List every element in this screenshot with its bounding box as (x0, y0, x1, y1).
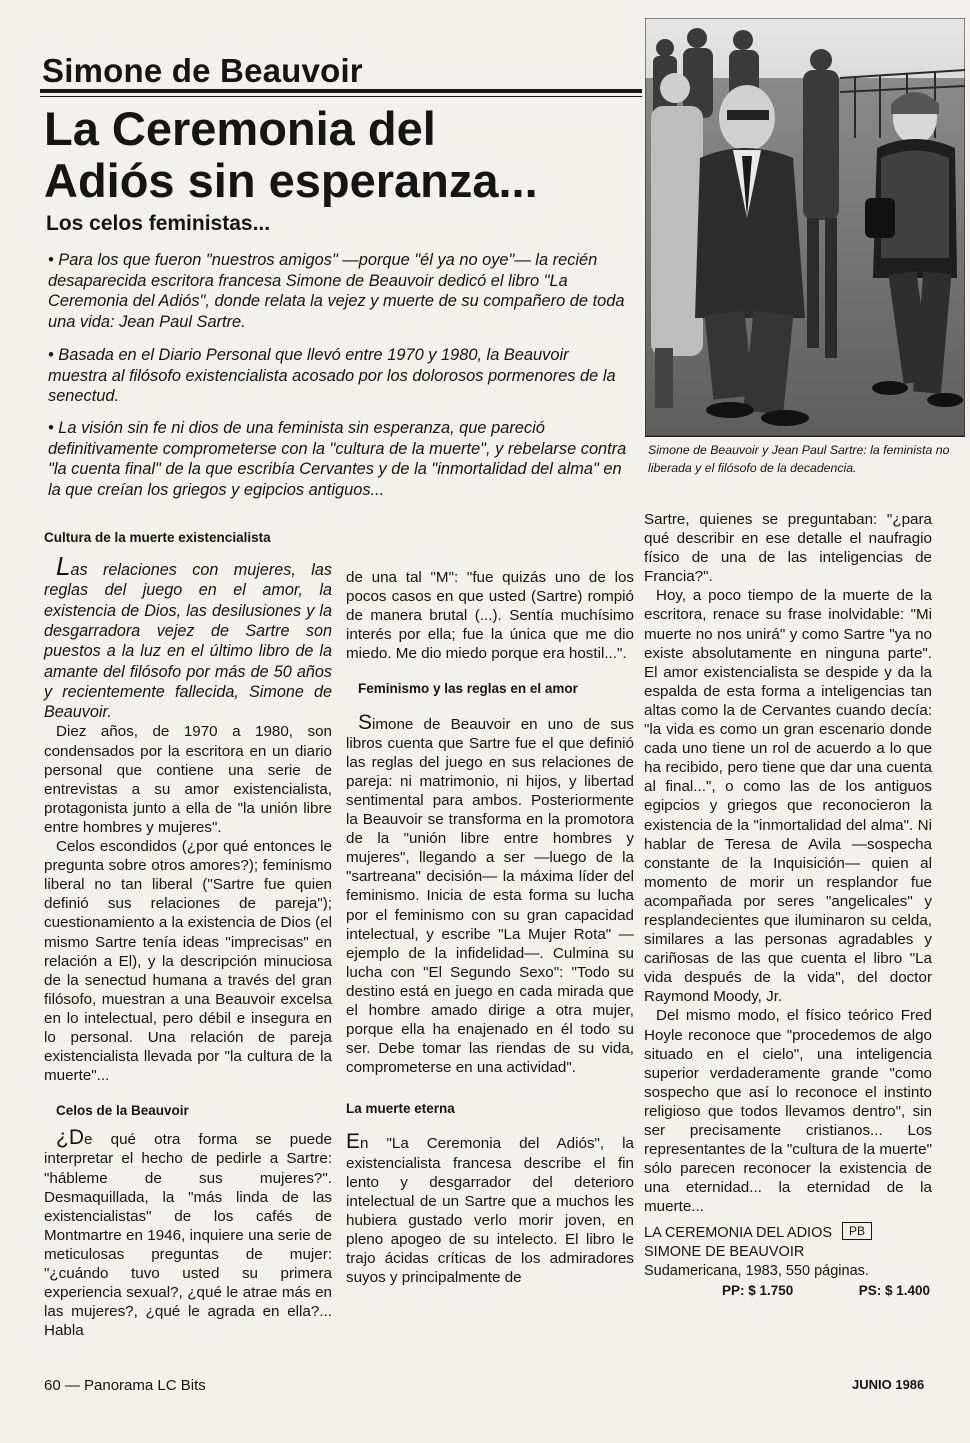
column-1 (44, 528, 332, 1340)
book-prices (644, 1281, 932, 1300)
column-2 (346, 568, 634, 1287)
section-heading-feminismo: Feminismo y las reglas en el amor (358, 681, 578, 697)
photo-beauvoir-sartre (645, 18, 965, 437)
lead-bullet-1-text: Para los que fueron "nuestros amigos" —porque "él ya no oye"— la recién desaparecida escritora francesa Simone de Beauvoir dedicó el libro "La Ceremonia del Adiós", donde relata la vejez y muerte de su compañero de toda una vida: Jean Paul Sartre. (48, 251, 625, 331)
dropcap-d: ¿D (56, 1126, 84, 1150)
price-ps: PS: $ 1.400 (858, 1283, 930, 1299)
header-rule-thick (40, 89, 642, 93)
col1-intro (44, 551, 332, 722)
col1-paragraph-4 (44, 1128, 332, 1340)
section-heading-cultura: Cultura de la muerte existencialista (44, 530, 271, 545)
col1-paragraph-2: Diez años, de 1970 a 1980, son condensados por la escritora en un diario personal que contiene una serie de entrevistas a su amor existencialista, protagonista junto a ella de "la unión libre entre hombres y mujeres". (44, 723, 332, 836)
pb-badge: PB (842, 1222, 872, 1240)
column-3 (644, 510, 932, 1300)
lead-bullet-2-text: Basada en el Diario Personal que llevó entre 1970 y 1980, la Beauvoir muestra al filósofo existencialista acosado por los dolorosos pormenores de la senectud. (48, 346, 616, 406)
col2-paragraph-3-text: n "La Ceremonia del Adiós", la existencialista francesa describe el fin lento y desgarrador del deterioro intelectual de un Sartre que a muchos les hubiera gustado verlo morir joven, en pleno apogeo de su intelecto. El libro le trajo ácidas críticas de los admiradores suyos y principalmente de (346, 1135, 634, 1287)
col2-paragraph-2 (346, 710, 634, 1078)
dropcap-l: L (56, 551, 71, 582)
dropcap-e: E (346, 1130, 361, 1154)
photo-caption: Simone de Beauvoir y Jean Paul Sartre: la feminista no liberada y el filósofo de la decadencia. (648, 443, 950, 475)
lead-bullet-3: • La visión sin fe ni dios de una feminista sin esperanza, que pareció definitivamente comprometerse con la "cultura de la muerte", y rebelarse contra "la cuenta final" de la que escribía Cervantes y de la "inmortalidad del alma" en la que creían los griegos y egipcios antiguos... (48, 419, 627, 499)
photo-illustration (645, 18, 965, 436)
price-pp: PP: $ 1.750 (722, 1283, 794, 1299)
subhead: Los celos feministas... (46, 212, 271, 235)
col3-paragraph-1: Sartre, quienes se preguntaban: "¿para qué describir en ese detalle el naufragio físico de una de las inteligencias de Francia?". (644, 511, 932, 586)
col1-intro-text: as relaciones con mujeres, las reglas del juego en el amor, la existencia de Dios, las desilusiones y la desgarradora vejez de Sartre son puestos a la luz en el último libro de la amante del filósofo por más de 50 años y recientemente fallecida, Simone de Beauvoir. (44, 561, 332, 722)
section-heading-celos: Celos de la Beauvoir (56, 1103, 189, 1119)
header-rule-thin (40, 96, 642, 97)
lead-bullet-3-text: La visión sin fe ni dios de una feminista sin esperanza, que pareció definitivamente comprometerse con la "cultura de la muerte", y rebelarse contra "la cuenta final" de la que escribía Cervantes y de la "inmortalidad del alma" en la que creían los griegos y egipcios antiguos... (48, 419, 627, 499)
col2-paragraph-2-text: imone de Beauvoir en uno de sus libros cuenta que Sartre fue el que definió las reglas del juego en sus relaciones de pareja: ni matrimonio, ni hijos, y libertad sentimental para ambos. Posteriormente la Beauvoir se transforma en la promotora de la "unión libre entre hombres y mujeres", llegando a ser —luego de la "sartreana" decisión— la máxima líder del feminismo. Inicia de esta forma su lucha por el feminismo con su gran capacidad intelectual, y escribe "La Mujer Rota" —ejemplo de la infidelidad—. Culmina su lucha con "El Segundo Sexo": "Todo su destino está en juego en cada mirada que el hombre amado dirige a otra mujer, porque ella ha enajenado en él todo su ser. Debe tomar las riendas de su vida, comprometerse en una actividad". (346, 715, 634, 1077)
col1-paragraph-4-text: e qué otra forma se puede interpretar el hecho de pedirle a Sartre: "hábleme de sus mujeres?". Desmaquillada, la "más linda de las existencialistas" de los cafés de Montmartre en 1946, inquiere una serie de meticulosas preguntas de mujer: "¿cuándo tuvo usted su primera experiencia sexual?, ¿qué le atrae más en las mujeres?, ¿qué le agrada en ella?... Habla (44, 1131, 332, 1340)
headline-line-2: Adiós sin esperanza... (44, 154, 538, 207)
col3-paragraph-2: Hoy, a poco tiempo de la muerte de la escritora, renace su frase inolvidable: "Mi muerte no nos unirá" y como Sartre "ya no existe absolutamente en ninguna parte". El amor existencialista se despide y da la espalda de esta forma a inteligencias tan altas como la de Cervantes cuando decía: "la vida es como un gran escenario donde cada uno tiene un rol de acuerdo a lo que ha recibido, pero tiene que dar una cuenta al final...", o como las de los antiguos egipcios y griegos que reconocieron la existencia de la "inmortalidad del alma". Ni hablar de Teresa de Avila —sospecha constante de la Inquisición— quien al momento de morir un resplandor fue acompañada por seres "angelicales" y resplandecientes que iluminaron su celda, similares a las personas agradables y cariñosas de las que cuenta el libro "La vida después de la vida", del doctor Raymond Moody, Jr. (644, 587, 932, 1006)
lead-bullet-1: • Para los que fueron "nuestros amigos" —porque "él ya no oye"— la recién desaparecida escritora francesa Simone de Beauvoir dedicó el libro "La Ceremonia del Adiós", donde relata la vejez y muerte de su compañero de toda una vida: Jean Paul Sartre. (48, 251, 625, 331)
lead-bullet-2: • Basada en el Diario Personal que llevó entre 1970 y 1980, la Beauvoir muestra al filósofo existencialista acosado por los dolorosos pormenores de la senectud. (48, 346, 616, 406)
kicker-title: Simone de Beauvoir (42, 52, 363, 89)
col2-paragraph-3 (346, 1132, 634, 1287)
col3-paragraph-3: Del mismo modo, el físico teórico Fred Hoyle reconoce que "procedemos de algo situado en el cielo", una inteligencia superior verdaderamente grande "como sospecho que así lo reconoce el instinto religioso que todos llevamos dentro", sin ser precisamente cristianos... Los representantes de la "cultura de la muerte" sólo parecen reconocer la existencia de una eternidad... la eternidad de la muerte... (644, 1007, 932, 1216)
col2-paragraph-1: de una tal "M": "fue quizás uno de los pocos casos en que usted (Sartre) rompió de manera brutal (...). Sentía muchísimo interés por ella; fue la única que me dio miedo. Me dio miedo porque era hostil...". (346, 569, 634, 663)
book-author: SIMONE DE BEAUVOIR (644, 1244, 805, 1261)
footer-page-number: 60 — Panorama LC Bits (44, 1377, 206, 1394)
dropcap-s: S (358, 710, 373, 734)
book-info (644, 1222, 932, 1300)
headline-line-1: La Ceremonia del (44, 102, 436, 155)
col1-paragraph-3: Celos escondidos (¿por qué entonces le pregunta sobre otros amores?); feminismo liberal no tan liberal ("Sartre fue quien definió sus relaciones de pareja"); cuestionamiento a la existencia de Dios (el mismo Sartre tenía ideas "imprecisas" en relación a El), y la descripción minuciosa de la senectud humana a través del gran filósofo, muestran a una Beauvoir excelsa en lo intelectual, pero débil e insegura en lo personal. Una relación de pareja existencialista llevada por "la cultura de la muerte"... (44, 838, 332, 1085)
footer-date: JUNIO 1986 (852, 1377, 925, 1392)
book-title: LA CEREMONIA DEL ADIOS (644, 1225, 833, 1242)
book-publisher: Sudamericana, 1983, 550 páginas. (644, 1263, 869, 1280)
section-heading-muerte: La muerte eterna (346, 1101, 455, 1117)
headline (44, 103, 644, 207)
